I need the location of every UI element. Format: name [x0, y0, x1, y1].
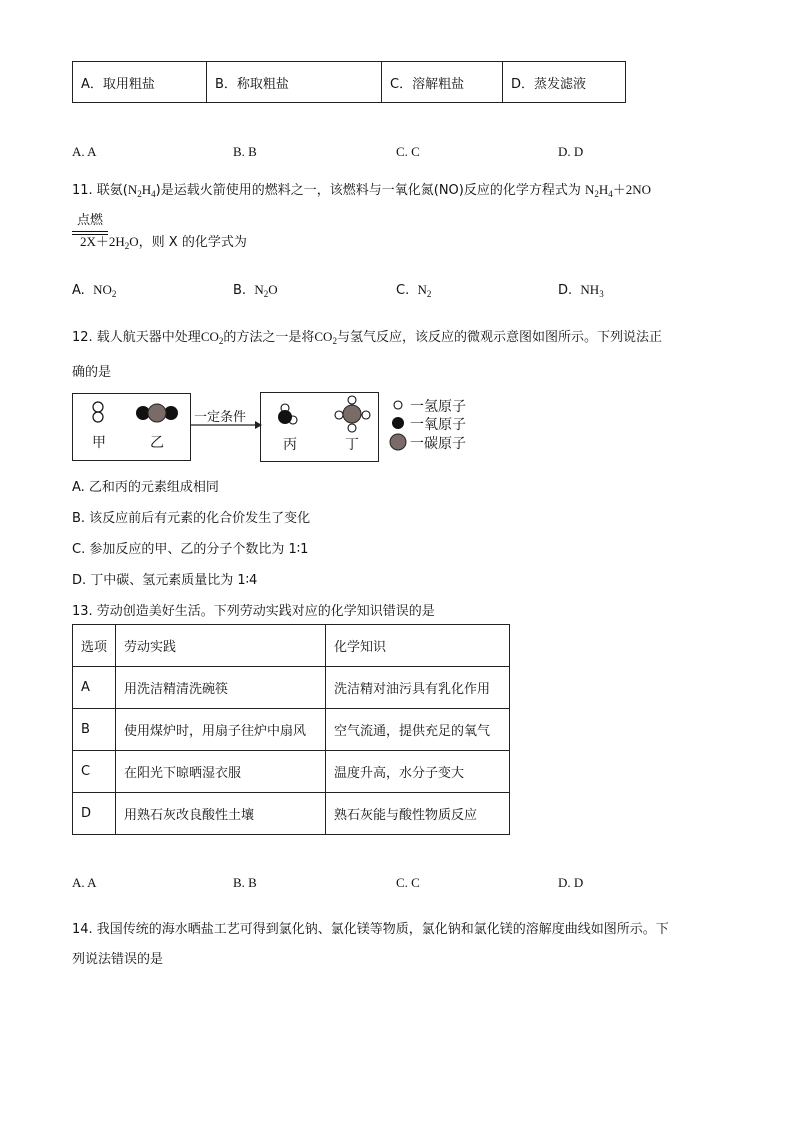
- q13-header-practice: 劳动实践: [116, 625, 326, 667]
- reaction-arrow-head: [255, 421, 262, 429]
- q11-option-a[interactable]: A. $NO_2$: [72, 282, 117, 299]
- table-row: [73, 709, 510, 751]
- q13-answer-b[interactable]: B. B: [233, 875, 257, 890]
- legend-hydrogen-icon: [394, 401, 402, 409]
- q10-answer-d: D. D: [558, 144, 584, 159]
- q10-step-b: B．称取粗盐: [207, 62, 382, 103]
- ch4-hydrogen-atom-right: [362, 411, 370, 419]
- q13-answer-d[interactable]: D. D: [558, 875, 584, 890]
- q11-option-c[interactable]: C. $N_2$: [396, 282, 432, 299]
- q10-step-d: D．蒸发滤液: [503, 62, 626, 103]
- q14-question-line1: 14. 我国传统的海水晒盐工艺可得到氯化钠、氯化镁等物质，氯化钠和氯化镁的溶解度曲线如图所示。下: [72, 922, 669, 937]
- q13-row-a-practice: 用洗洁精清洗碗筷: [116, 667, 326, 709]
- q13-row-d-option: D: [73, 793, 116, 835]
- h2-hydrogen-atom-bottom: [93, 412, 103, 422]
- q13-row-c-knowledge: 温度升高，水分子变大: [326, 751, 510, 793]
- q13-answer-a[interactable]: A. A: [72, 875, 97, 890]
- legend-hydrogen-label: 一氢原子: [410, 399, 466, 415]
- co2-carbon-atom: [148, 404, 166, 422]
- legend-oxygen-icon: [392, 417, 404, 429]
- ch4-hydrogen-atom-top: [348, 396, 356, 404]
- q13-question: 13. 劳动创造美好生活。下列劳动实践对应的化学知识错误的是: [72, 604, 435, 619]
- q14-question-line2: 列说法错误的是: [72, 952, 164, 967]
- q13-header-row: [73, 625, 510, 667]
- legend-carbon-icon: [390, 434, 406, 450]
- table-row: [73, 793, 510, 835]
- q13-row-b-option: B: [73, 709, 116, 751]
- label-jia: 甲: [92, 435, 106, 451]
- h2-hydrogen-atom-top: [93, 402, 103, 412]
- q13-row-a-option: A: [73, 667, 116, 709]
- q13-row-d-practice: 用熟石灰改良酸性土壤: [116, 793, 326, 835]
- q13-row-c-option: C: [73, 751, 116, 793]
- q12-option-d[interactable]: D. 丁中碳、氢元素质量比为 1∶4: [72, 573, 258, 588]
- q11-condition: 点燃: [72, 214, 108, 235]
- ch4-carbon-atom: [343, 405, 361, 423]
- q13-row-b-practice: 使用煤炉时，用扇子往炉中扇风: [116, 709, 326, 751]
- q13-row-a-knowledge: 洗洁精对油污具有乳化作用: [326, 667, 510, 709]
- q13-header-option: 选项: [73, 625, 116, 667]
- q10-answer-c: C. C: [396, 144, 420, 159]
- q12-option-a[interactable]: A. 乙和丙的元素组成相同: [72, 480, 219, 495]
- ch4-hydrogen-atom-left: [335, 411, 343, 419]
- q13-table: [72, 624, 510, 835]
- q10-step-a: A．取用粗盐: [73, 62, 207, 103]
- reaction-condition: 一定条件: [194, 410, 247, 425]
- label-yi: 乙: [150, 435, 164, 451]
- q12-question-line1: 12. 载人航天器中处理$CO_2$的方法之一是将$CO_2$与氢气反应，该反应的微观示意图如图所示。下列说法正: [72, 329, 662, 346]
- q13-answer-c[interactable]: C. C: [396, 875, 420, 890]
- q13-row-c-practice: 在阳光下晾晒湿衣服: [116, 751, 326, 793]
- legend-carbon-label: 一碳原子: [410, 436, 466, 452]
- q11-equation-right: $2X+2H_2O$，则 X 的化学式为: [80, 234, 247, 251]
- label-ding: 丁: [345, 437, 359, 453]
- q13-row-b-knowledge: 空气流通，提供充足的氧气: [326, 709, 510, 751]
- q10-step-c: C．溶解粗盐: [382, 62, 503, 103]
- q13-row-d-knowledge: 熟石灰能与酸性物质反应: [326, 793, 510, 835]
- q12-option-b[interactable]: B. 该反应前后有元素的化合价发生了变化: [72, 511, 311, 526]
- q10-answer-b: B. B: [233, 144, 257, 159]
- q10-answer-a: A. A: [72, 144, 97, 159]
- table-row: [73, 751, 510, 793]
- q12-option-c[interactable]: C. 参加反应的甲、乙的分子个数比为 1∶1: [72, 542, 309, 557]
- ch4-hydrogen-atom-bottom: [348, 424, 356, 432]
- q12-question-line2: 确的是: [72, 365, 112, 380]
- table-row: [73, 667, 510, 709]
- legend-oxygen-label: 一氧原子: [410, 417, 466, 433]
- h2o-oxygen-atom: [278, 410, 292, 424]
- q11-option-b[interactable]: B. $N_2O$: [233, 282, 278, 299]
- molecule-svg: [0, 0, 794, 480]
- q13-header-knowledge: 化学知识: [326, 625, 510, 667]
- q11-option-d[interactable]: D. $NH_3$: [558, 282, 604, 299]
- q11-question: 11. 联氨$(N_2H_4)$是运载火箭使用的燃料之一，该燃料与一氧化氮(NO)反应的化学方程式为 $N_2H_4+2NO$: [72, 182, 652, 199]
- label-bing: 丙: [283, 437, 297, 453]
